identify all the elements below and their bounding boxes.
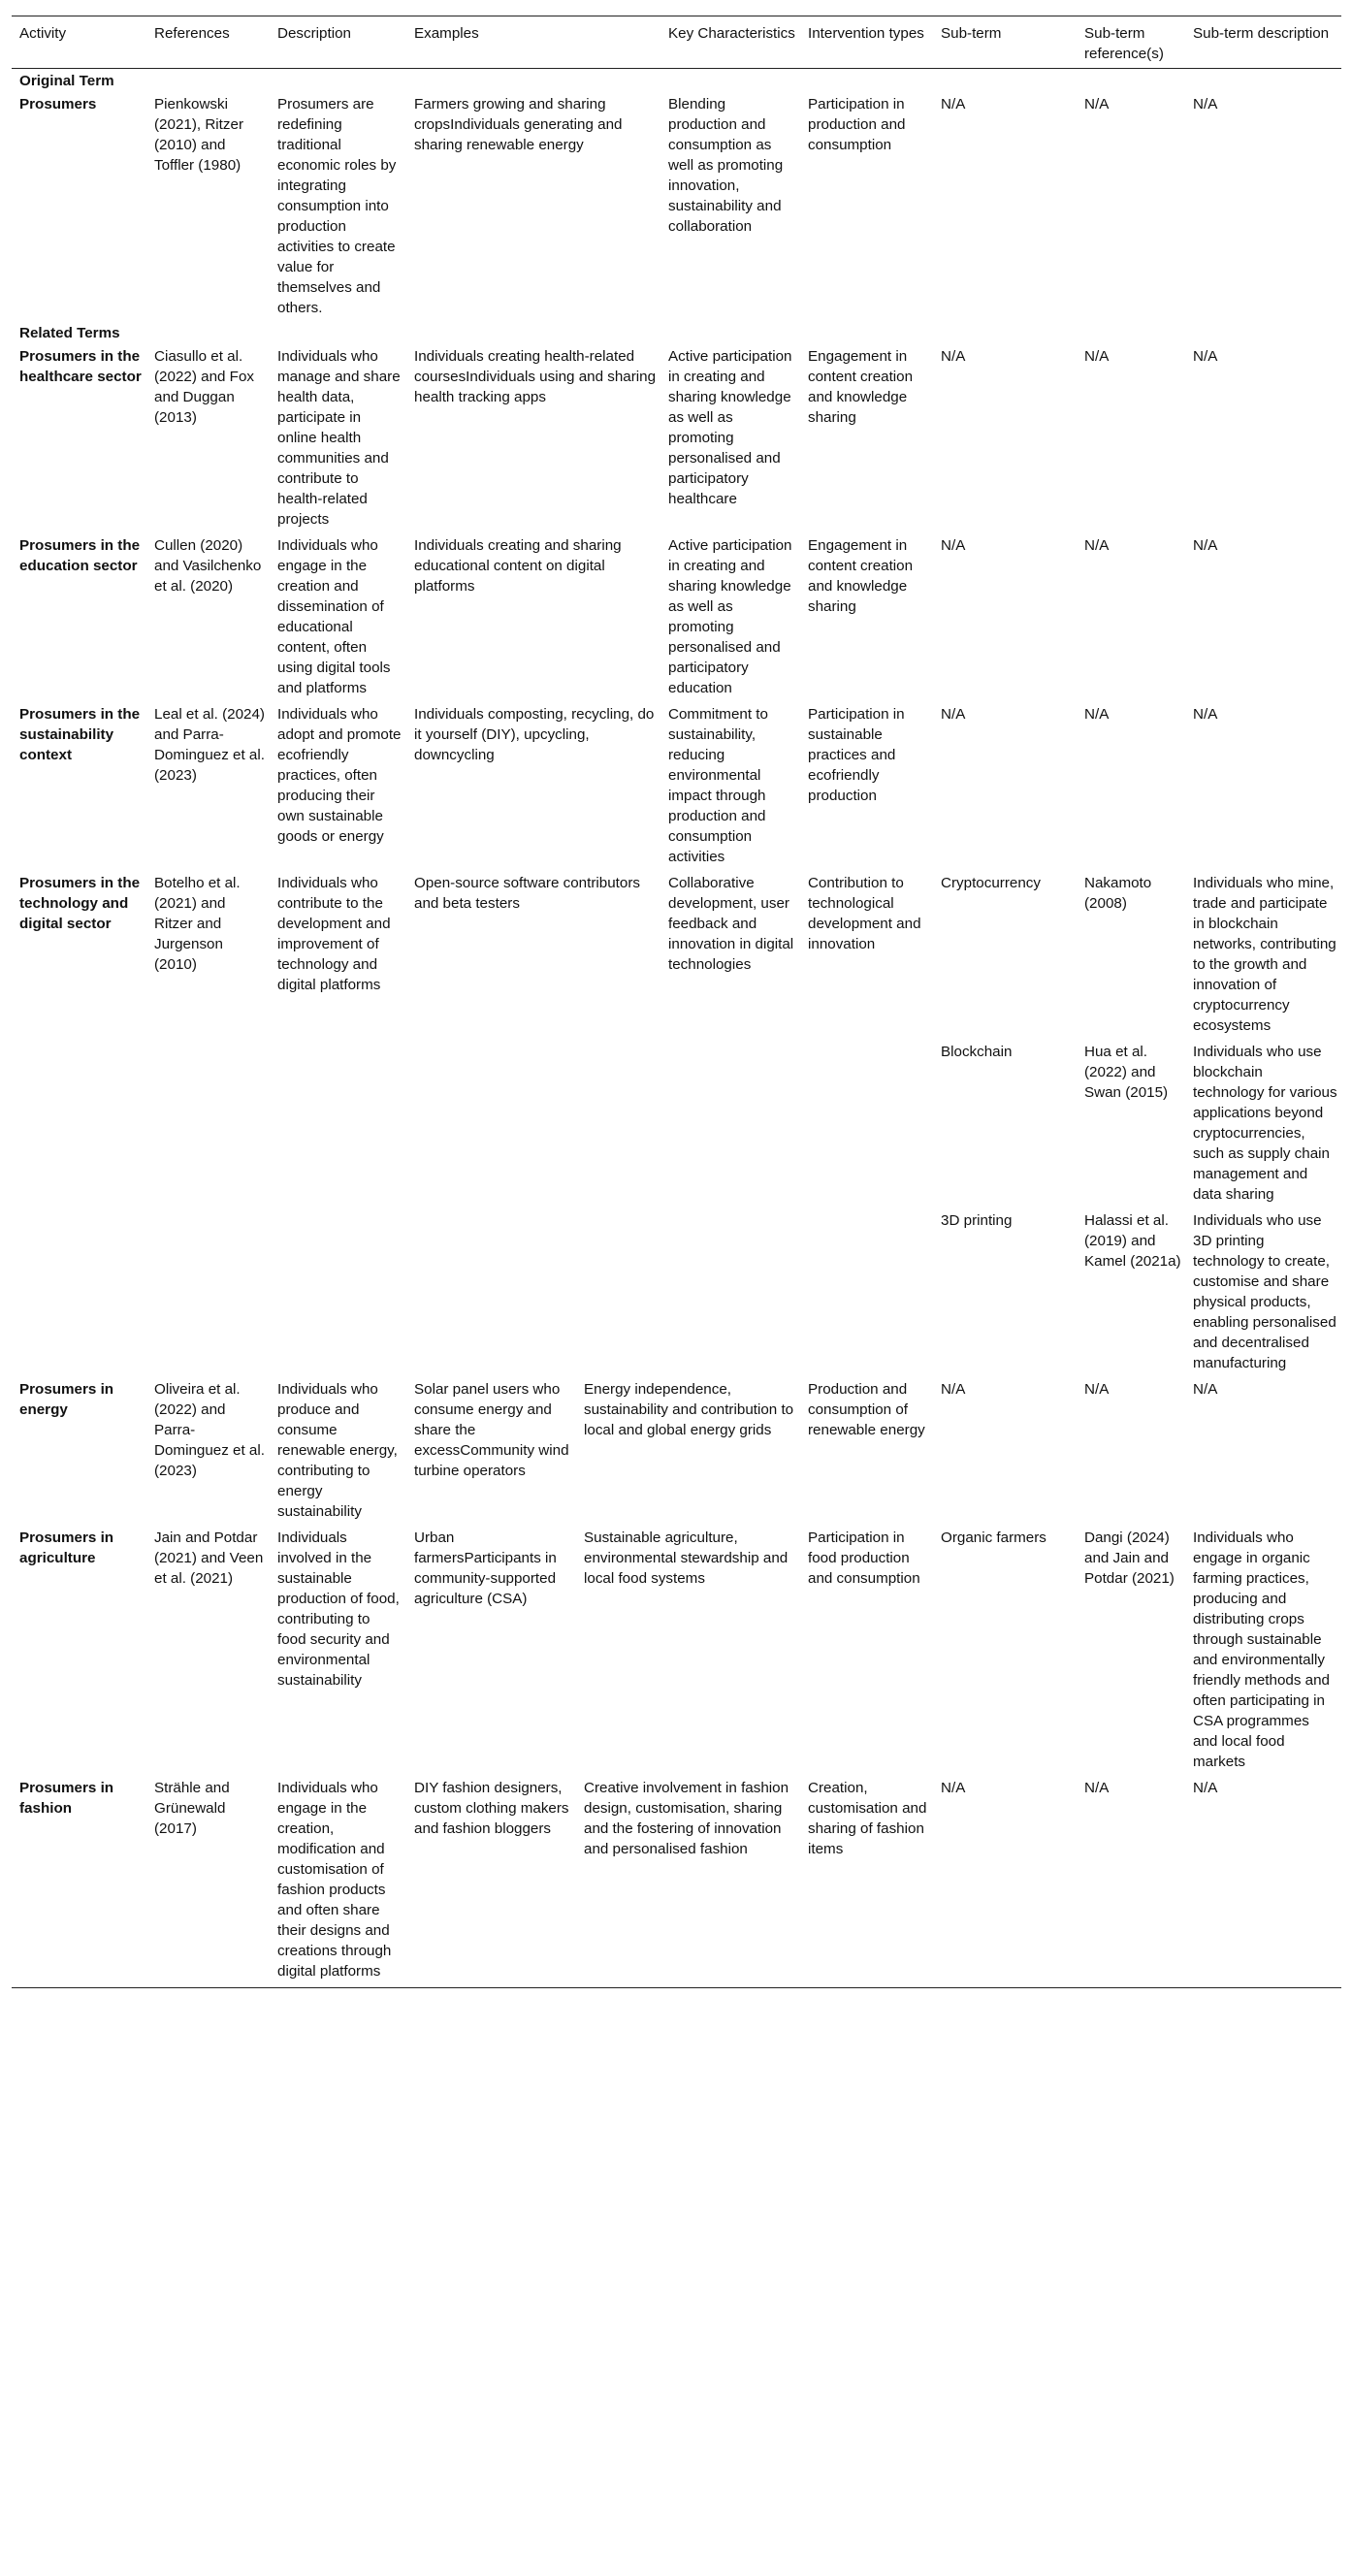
table-row xyxy=(12,91,1341,321)
header-sub-term-description: Sub-term description xyxy=(1185,16,1341,69)
cell-sub-term-references: Nakamoto (2008) xyxy=(1084,875,1152,912)
cell-references: Cullen (2020) and Vasilchenko et al. (2020) xyxy=(154,537,262,595)
cell-examples: Individuals composting, recycling, do it yourself (DIY), upcycling, downcycling xyxy=(414,706,655,763)
cell-examples: Urban farmersParticipants in community-supported agriculture (CSA) xyxy=(414,1530,557,1607)
cell-activity: Prosumers in agriculture xyxy=(19,1530,114,1566)
cell-sub-term: Cryptocurrency xyxy=(941,875,1041,891)
cell-description: Individuals who engage in the creation and dissemination of educational content, often using digital tools and platforms xyxy=(277,537,391,696)
cell-sub-term-description: N/A xyxy=(1193,706,1218,723)
cell-examples-and-key xyxy=(406,1775,800,1988)
cell-intervention-types: Contribution to technological development and innovation xyxy=(808,875,921,952)
cell-sub-term-description: N/A xyxy=(1185,1775,1341,1988)
cell-references: Botelho et al. (2021) and Ritzer and Jurgenson (2010) xyxy=(154,875,241,973)
cell-references: Strähle and Grünewald (2017) xyxy=(146,1775,270,1988)
cell-sub-term: N/A xyxy=(941,537,966,554)
cell-key-characteristics: Active participation in creating and sharing knowledge as well as promoting personalised and participatory education xyxy=(668,537,792,696)
cell-references: Oliveira et al. (2022) and Parra-Dominguez et al. (2023) xyxy=(154,1381,265,1479)
header-sub-term: Sub-term xyxy=(933,16,1077,69)
header-row xyxy=(12,16,1341,69)
cell-activity: Prosumers xyxy=(19,96,97,113)
cell-sub-term-references: N/A xyxy=(1077,1775,1185,1988)
cell-activity: Prosumers in energy xyxy=(19,1381,114,1418)
section-row-related xyxy=(12,321,1341,343)
cell-description: Individuals who engage in the creation, modification and customisation of fashion products and often share their designs and creations through digital platforms xyxy=(270,1775,406,1988)
table-row xyxy=(12,701,1341,870)
cell-sub-term: Organic farmers xyxy=(941,1530,1046,1546)
cell-key-characteristics: Blending production and consumption as well as promoting innovation, sustainability and collaboration xyxy=(668,96,784,235)
cell-sub-term-references: Hua et al. (2022) and Swan (2015) xyxy=(1084,1044,1169,1101)
table-row xyxy=(12,1376,1341,1525)
cell-examples: DIY fashion designers, custom clothing makers and fashion bloggers xyxy=(414,1780,569,1837)
cell-intervention-types: Engagement in content creation and knowledge sharing xyxy=(808,537,914,615)
header-activity: Activity xyxy=(12,16,146,69)
cell-sub-term: Blockchain xyxy=(941,1044,1013,1060)
cell-sub-term: 3D printing xyxy=(941,1212,1013,1229)
header-description: Description xyxy=(270,16,406,69)
cell-examples: Farmers growing and sharing cropsIndividuals generating and sharing renewable energy xyxy=(414,96,623,153)
cell-intervention-types: Engagement in content creation and knowledge sharing xyxy=(808,348,914,426)
cell-intervention-types: Participation in production and consumption xyxy=(808,96,906,153)
cell-sub-term-references: Dangi (2024) and Jain and Potdar (2021) xyxy=(1084,1530,1175,1587)
cell-sub-term-description: N/A xyxy=(1193,1381,1218,1398)
cell-key-characteristics: Energy independence, sustainability and contribution to local and global energy grids xyxy=(584,1381,794,1438)
section-label-related: Related Terms xyxy=(19,325,120,341)
cell-key-characteristics: Collaborative development, user feedback and innovation in digital technologies xyxy=(668,875,794,973)
header-sub-term-references: Sub-term reference(s) xyxy=(1077,16,1185,69)
table-row xyxy=(12,870,1341,1039)
cell-description: Prosumers are redefining traditional economic roles by integrating consumption into production activities to create value for themselves and others. xyxy=(277,96,397,316)
table-row xyxy=(12,343,1341,532)
cell-sub-term: N/A xyxy=(941,348,966,365)
table-row xyxy=(12,1525,1341,1775)
cell-examples: Individuals creating health-related coursesIndividuals using and sharing health tracking apps xyxy=(414,348,657,405)
cell-description: Individuals who adopt and promote ecofriendly practices, often producing their own sustainable goods or energy xyxy=(277,706,402,845)
cell-sub-term-references: N/A xyxy=(1084,537,1110,554)
cell-activity: Prosumers in the education sector xyxy=(19,537,141,574)
cell-activity: Prosumers in the healthcare sector xyxy=(19,348,142,385)
table-header xyxy=(12,16,1341,69)
cell-sub-term-description: N/A xyxy=(1193,537,1218,554)
cell-examples: Individuals creating and sharing educational content on digital platforms xyxy=(414,537,622,595)
table-body xyxy=(12,69,1341,1988)
cell-description: Individuals involved in the sustainable production of food, contributing to food security and environmental sustainability xyxy=(277,1530,400,1689)
cell-references: Leal et al. (2024) and Parra-Dominguez et al. (2023) xyxy=(154,706,265,784)
cell-description: Individuals who manage and share health data, participate in online health communities and contribute to health-related projects xyxy=(277,348,401,528)
cell-sub-term-references: N/A xyxy=(1084,96,1110,113)
cell-sub-term-description: Individuals who use 3D printing technology to create, customise and share physical products, enabling personalised and decentralised manufacturing xyxy=(1193,1212,1336,1371)
prosumer-terms-table xyxy=(12,16,1341,1988)
cell-activity: Prosumers in the technology and digital sector xyxy=(19,875,141,932)
header-examples: Examples xyxy=(406,16,660,69)
cell-activity: Prosumers in the sustainability context xyxy=(19,706,141,763)
cell-references: Ciasullo et al. (2022) and Fox and Duggan (2013) xyxy=(154,348,254,426)
table-row xyxy=(12,1775,1341,1988)
header-references: References xyxy=(146,16,270,69)
cell-key-characteristics: Sustainable agriculture, environmental stewardship and local food systems xyxy=(584,1530,789,1587)
cell-description: Individuals who contribute to the development and improvement of technology and digital platforms xyxy=(277,875,391,993)
cell-sub-term-description: Individuals who use blockchain technology for various applications beyond cryptocurrencies, such as supply chain management and data sharing xyxy=(1193,1044,1337,1203)
header-intervention-types: Intervention types xyxy=(800,16,933,69)
table-row xyxy=(12,532,1341,701)
cell-key-characteristics: Active participation in creating and sharing knowledge as well as promoting personalised and participatory healthcare xyxy=(668,348,792,507)
cell-sub-term-description: Individuals who mine, trade and participate in blockchain networks, contributing to the growth and innovation of cryptocurrency ecosystems xyxy=(1193,875,1336,1034)
cell-examples: Open-source software contributors and beta testers xyxy=(414,875,640,912)
cell-intervention-types: Participation in food production and consumption xyxy=(808,1530,920,1587)
header-key-characteristics: Key Characteristics xyxy=(660,16,800,69)
cell-sub-term-references: N/A xyxy=(1084,348,1110,365)
cell-examples-and-key xyxy=(406,1525,800,1775)
cell-sub-term-references: N/A xyxy=(1084,706,1110,723)
cell-sub-term: N/A xyxy=(941,96,966,113)
cell-sub-term: N/A xyxy=(941,706,966,723)
cell-intervention-types: Creation, customisation and sharing of fashion items xyxy=(800,1775,933,1988)
cell-examples: Solar panel users who consume energy and share the excessCommunity wind turbine operators xyxy=(414,1381,569,1479)
cell-sub-term-references: Halassi et al. (2019) and Kamel (2021a) xyxy=(1084,1212,1181,1270)
cell-sub-term-references: N/A xyxy=(1084,1381,1110,1398)
cell-key-characteristics: Commitment to sustainability, reducing environmental impact through production and consumption activities xyxy=(668,706,768,865)
cell-examples-and-key xyxy=(406,1376,800,1525)
section-label-original: Original Term xyxy=(19,73,114,89)
cell-intervention-types: Production and consumption of renewable energy xyxy=(808,1381,925,1438)
cell-sub-term: N/A xyxy=(941,1381,966,1398)
cell-references: Pienkowski (2021), Ritzer (2010) and Toffler (1980) xyxy=(154,96,244,174)
cell-sub-term: N/A xyxy=(933,1775,1077,1988)
section-row-original xyxy=(12,69,1341,92)
cell-activity: Prosumers in fashion xyxy=(12,1775,146,1988)
cell-intervention-types: Participation in sustainable practices and ecofriendly production xyxy=(808,706,905,804)
cell-key-characteristics: Creative involvement in fashion design, customisation, sharing and the fostering of innovation and personalised fashion xyxy=(584,1780,789,1857)
cell-sub-term-description: N/A xyxy=(1193,348,1218,365)
cell-sub-term-description: N/A xyxy=(1193,96,1218,113)
cell-description: Individuals who produce and consume renewable energy, contributing to energy sustainability xyxy=(277,1381,398,1520)
cell-references: Jain and Potdar (2021) and Veen et al. (2021) xyxy=(154,1530,264,1587)
cell-sub-term-description: Individuals who engage in organic farming practices, producing and distributing crops through sustainable and environmentally friendly methods and often participating in CSA programmes and local food markets xyxy=(1193,1530,1330,1770)
